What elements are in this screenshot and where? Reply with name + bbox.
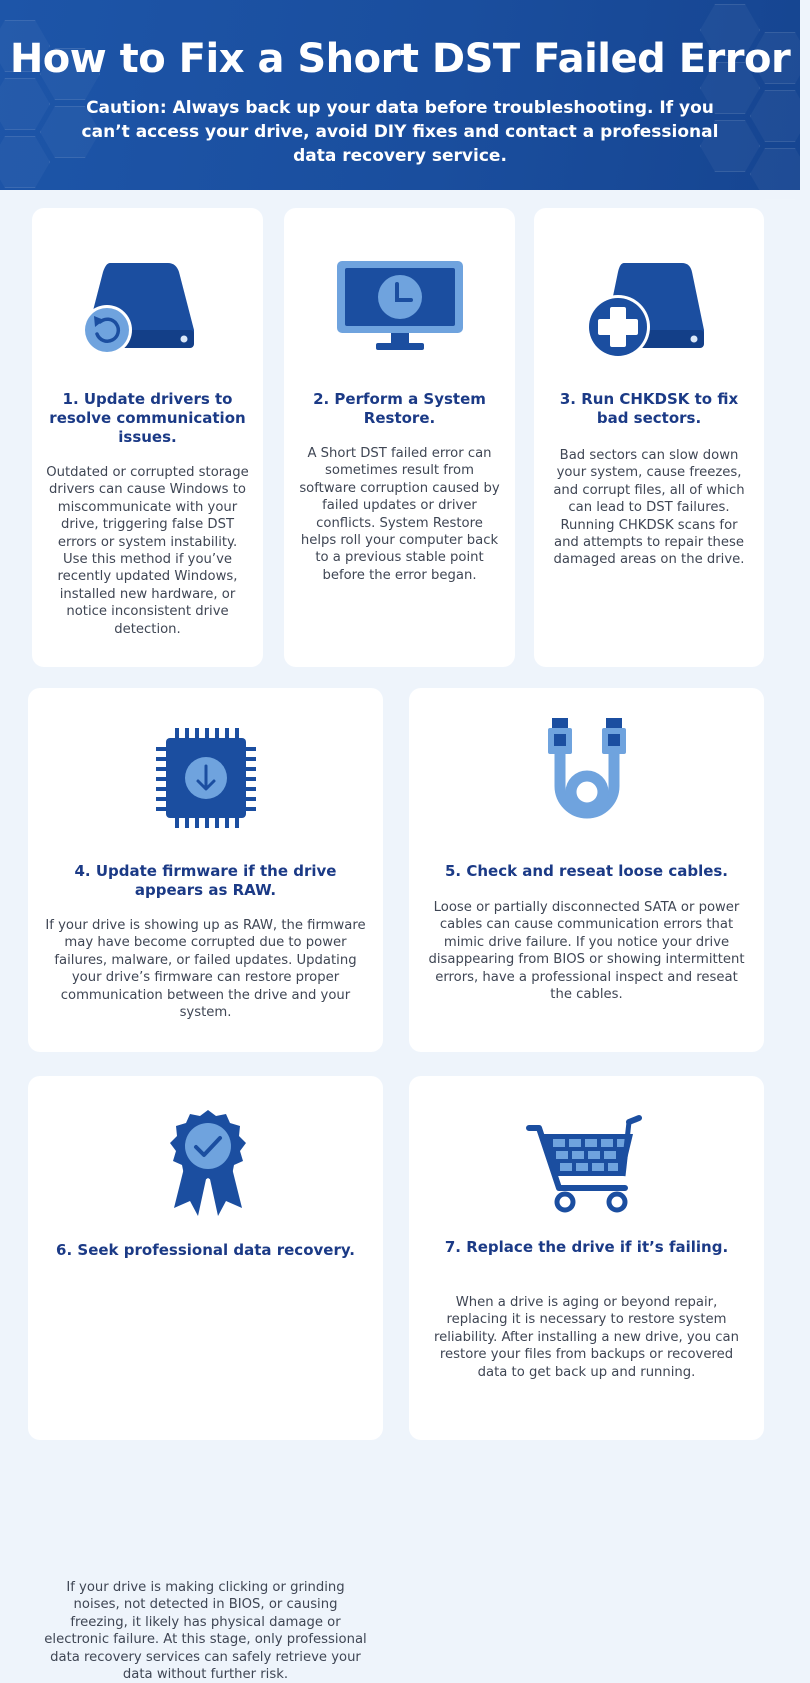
- chip-download-icon: [154, 726, 258, 830]
- step-card-1: [32, 208, 263, 667]
- step-description: If your drive is showing up as RAW, the firmware may have become corrupted due to power failures, malware, or failed updates. Updating your drive’s firmware can restore proper communication between the drive and your system.: [45, 918, 366, 1021]
- step-card-5: [409, 688, 764, 1052]
- page-title: How to Fix a Short DST Failed Error: [9, 36, 791, 82]
- step-card-7: [409, 1076, 764, 1440]
- step-description: Loose or partially disconnected SATA or power cables can cause communication errors that mimic drive failure. If you notice your drive disappearing from BIOS or showing intermittent errors, have a professional inspect and reseat the cables.: [428, 900, 745, 1003]
- step-card-4: [28, 688, 383, 1052]
- step-description: Outdated or corrupted storage drivers can cause Windows to miscommunicate with your drive, triggering false DST errors or system instability. Use this method if you’ve recently updated Windows, installed new hardware, or notice inconsistent drive detection.: [46, 465, 249, 637]
- step-description: A Short DST failed error can sometimes result from software corruption caused by failed updates or driver conflicts. System Restore helps roll your computer back to a previous stable point before the error began.: [299, 446, 500, 583]
- step-title: 3. Run CHKDSK to fix bad sectors.: [559, 390, 739, 427]
- step-title: 5. Check and reseat loose cables.: [444, 862, 729, 880]
- shopping-cart-icon: [525, 1116, 645, 1214]
- monitor-clock-icon: [334, 258, 466, 356]
- drive-restore-icon: [80, 258, 200, 363]
- award-badge-icon: [168, 1108, 248, 1220]
- step-title: 2. Perform a System Restore.: [313, 390, 486, 427]
- step-card-2: [284, 208, 515, 667]
- step-title: 6. Seek professional data recovery.: [56, 1241, 355, 1259]
- step-description: If your drive is making clicking or grinding noises, not detected in BIOS, or causing freezing, it likely has physical damage or electronic failure. At this stage, only professional data recovery services can safely retrieve your data without further risk.: [44, 1580, 367, 1683]
- drive-plus-icon: [584, 258, 706, 366]
- step-card-3: [534, 208, 764, 667]
- caution-text: Caution: Always back up your data before troubleshooting. If you can’t access your drive, avoid DIY fixes and contact a professional data recovery service.: [81, 98, 719, 166]
- cable-icon: [542, 716, 632, 830]
- step-card-6: [28, 1076, 383, 1683]
- step-title: 4. Update firmware if the drive appears as RAW.: [74, 862, 337, 899]
- step-description: When a drive is aging or beyond repair, replacing it is necessary to restore system reliability. After installing a new drive, you can restore your files from backups or recovered data to get back up and running.: [433, 1295, 739, 1380]
- step-description: Bad sectors can slow down your system, cause freezes, and corrupt files, all of which can lead to DST failures. Running CHKDSK scans for and attempts to repair these damaged areas on the drive.: [553, 448, 745, 568]
- step-title: 1. Update drivers to resolve communication issues.: [49, 390, 246, 446]
- header-banner: [0, 0, 800, 190]
- step-title: 7. Replace the drive if it’s failing.: [444, 1238, 729, 1256]
